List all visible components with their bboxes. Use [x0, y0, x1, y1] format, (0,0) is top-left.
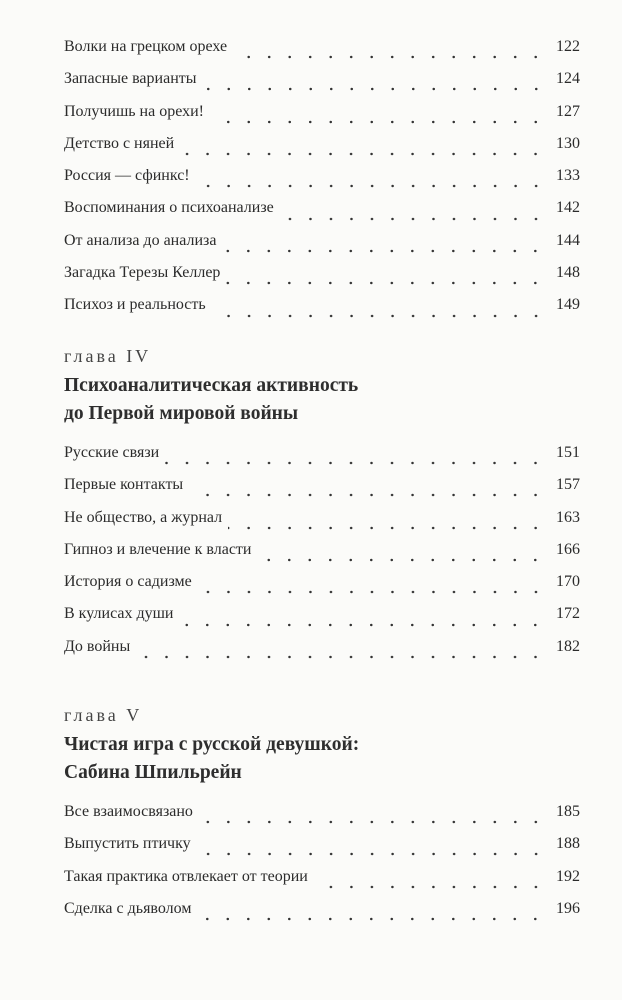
dot-leader — [203, 87, 547, 91]
toc-entry — [64, 803, 580, 835]
entry-page-number: 151 — [556, 444, 580, 461]
entry-title: Получишь на орехи! — [64, 102, 204, 120]
chapter-title-line1: Чистая игра с русской девушкой: — [64, 734, 360, 755]
entry-title: Выпустить птичку — [64, 835, 191, 853]
toc-entry — [64, 444, 580, 476]
entry-title: Детство с няней — [64, 134, 175, 152]
entry-title: Такая практика отвлекает от теории — [64, 867, 308, 885]
dot-leader — [136, 655, 546, 659]
toc-entry — [64, 573, 580, 605]
entry-page-number: 149 — [556, 296, 580, 314]
dot-leader — [165, 461, 546, 465]
dot-leader — [189, 493, 546, 497]
toc-entry — [64, 509, 580, 541]
entry-page-number: 142 — [556, 199, 580, 217]
toc-entry — [64, 199, 580, 231]
toc-entry — [64, 638, 580, 670]
entry-page-number: 196 — [556, 899, 580, 917]
dot-leader — [222, 249, 546, 253]
entry-title: Не общество, а журнал — [64, 508, 223, 526]
chapter-title-line1: Психоаналитическая активность — [64, 375, 359, 396]
entry-title: Психоз и реальность — [64, 296, 206, 314]
toc-entry — [64, 868, 580, 900]
entry-page-number: 188 — [556, 835, 580, 853]
chapter-4 — [64, 346, 580, 670]
entry-page-number: 133 — [556, 167, 580, 185]
dot-leader — [180, 152, 546, 156]
entry-page-number: 170 — [556, 573, 580, 591]
toc-section-continued — [64, 38, 580, 329]
dot-leader — [179, 623, 546, 627]
entry-title: В кулисах души — [64, 605, 174, 623]
entry-title: До войны — [64, 637, 131, 655]
dot-leader — [197, 917, 546, 921]
chapter-label: глава V — [64, 705, 143, 725]
toc-entry — [64, 541, 580, 573]
dot-leader — [257, 558, 546, 562]
entry-title: История о садизме — [64, 573, 192, 591]
chapter-label: глава IV — [64, 346, 152, 366]
toc-entry — [64, 167, 580, 199]
dot-leader — [212, 314, 546, 318]
toc-entry — [64, 38, 580, 70]
entry-title: Загадка Терезы Келлер — [64, 264, 221, 282]
entry-page-number: 130 — [556, 134, 580, 152]
entry-page-number: 166 — [556, 540, 580, 558]
entry-page-number: 144 — [556, 231, 580, 249]
entry-page-number: 124 — [556, 70, 580, 88]
toc-entry — [64, 232, 580, 264]
dot-leader — [198, 590, 546, 594]
dot-leader — [197, 852, 546, 856]
chapter-title-line2: Сабина Шпильрейн — [64, 762, 242, 783]
entry-title: Русские связи — [64, 444, 160, 461]
entry-page-number: 148 — [556, 264, 580, 282]
entry-title: Гипноз и влечение к власти — [64, 540, 252, 558]
dot-leader — [228, 526, 546, 530]
entry-page-number: 127 — [556, 102, 580, 120]
chapter-entries — [64, 444, 580, 670]
entry-title: Запасные варианты — [64, 70, 197, 88]
chapter-title-line2: до Первой мировой войны — [64, 403, 299, 424]
dot-leader — [233, 55, 546, 59]
toc-entry — [64, 135, 580, 167]
entry-title: От анализа до анализа — [64, 231, 217, 249]
toc-entry — [64, 70, 580, 102]
chapter-entries — [64, 803, 580, 932]
toc-entry — [64, 476, 580, 508]
dot-leader — [196, 184, 546, 188]
dot-leader — [280, 217, 546, 221]
entry-page-number: 182 — [556, 637, 580, 655]
toc-entry — [64, 296, 580, 328]
dot-leader — [199, 820, 546, 824]
entry-page-number: 122 — [556, 38, 580, 55]
entry-page-number: 185 — [556, 803, 580, 820]
entry-title: Сделка с дьяволом — [64, 899, 192, 917]
dot-leader — [314, 885, 546, 889]
entry-title: Воспоминания о психоанализе — [64, 199, 274, 217]
toc-entry — [64, 605, 580, 637]
entry-page-number: 192 — [556, 867, 580, 885]
toc-entry — [64, 264, 580, 296]
entry-title: Волки на грецком орехе — [64, 38, 228, 55]
dot-leader — [226, 281, 546, 285]
chapter-5 — [64, 705, 580, 932]
dot-leader — [210, 120, 546, 124]
entry-page-number: 163 — [556, 508, 580, 526]
toc-entry — [64, 900, 580, 932]
entry-title: Россия — сфинкс! — [64, 167, 190, 185]
entry-page-number: 172 — [556, 605, 580, 623]
entry-title: Все взаимосвязано — [64, 803, 193, 820]
entry-page-number: 157 — [556, 476, 580, 494]
entry-title: Первые контакты — [64, 476, 184, 494]
toc-entry — [64, 103, 580, 135]
toc-entry — [64, 835, 580, 867]
